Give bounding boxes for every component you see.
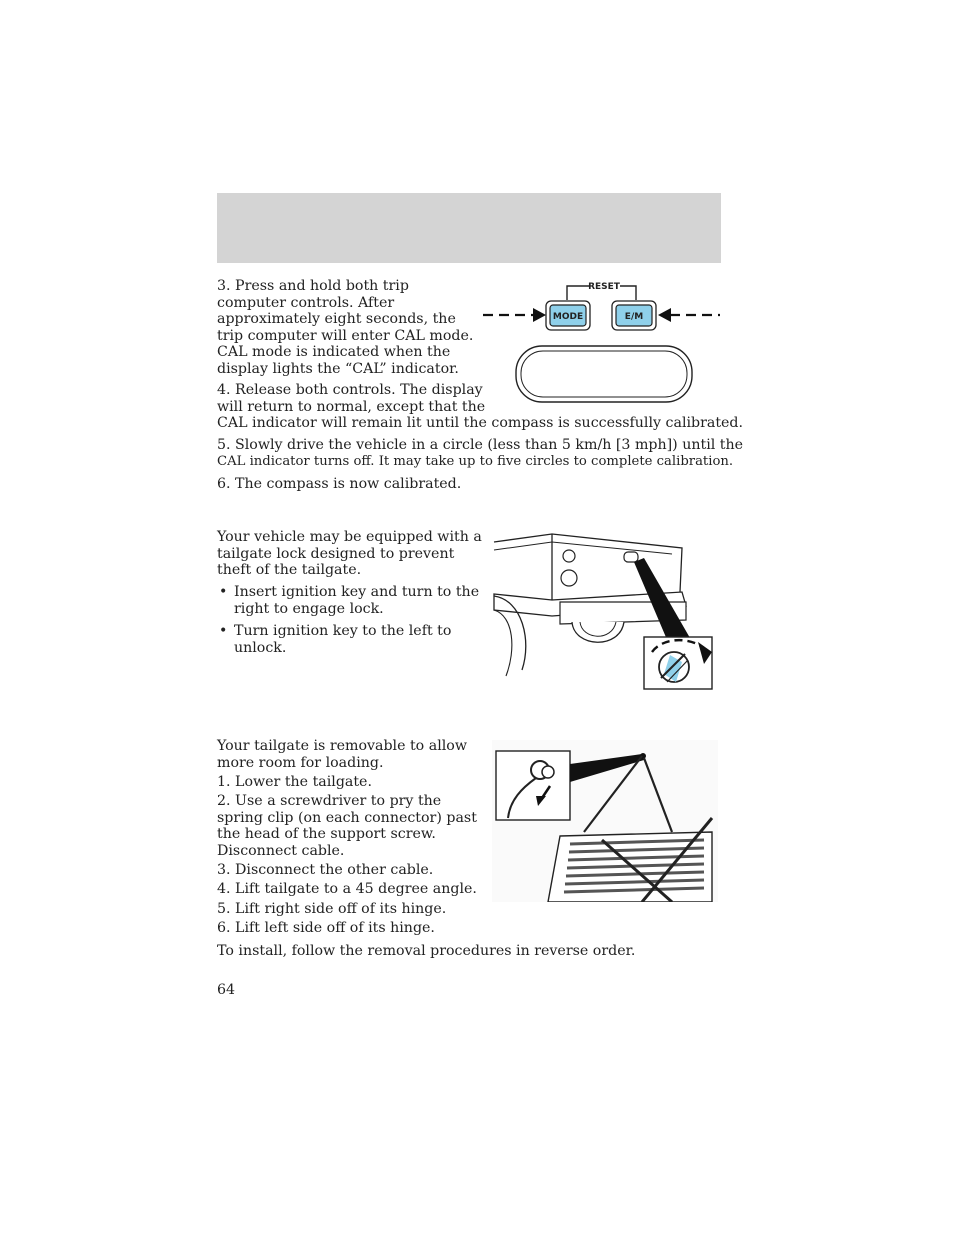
mirror-outline: [516, 346, 692, 402]
removal-step-2: 2. Use a screwdriver to pry the spring clip (on each connector) past the head of the support screw. Disconnect cable.: [217, 793, 477, 859]
step-6-text: 6. The compass is now calibrated.: [217, 476, 462, 492]
page-number: 64: [217, 982, 236, 998]
arrow-right-icon: [533, 308, 546, 322]
bullet-marker: •: [219, 584, 228, 600]
step-5-text: 5. Slowly drive the vehicle in a circle (less than 5 km/h [3 mph]) until the CAL indicator turns off. It may take up to five circles to complete calibration.: [217, 437, 744, 469]
section-header-band: [217, 193, 721, 263]
removal-step-5: 5. Lift right side off of its hinge.: [217, 901, 447, 917]
reset-label: RESET: [588, 282, 620, 292]
removal-step-1: 1. Lower the tailgate.: [217, 774, 372, 790]
bullet-marker: •: [219, 623, 228, 639]
removal-closing: To install, follow the removal procedures in reverse order.: [217, 943, 636, 959]
step-3-text: 3. Press and hold both trip computer controls. After approximately eight seconds, the trip computer will enter CAL mode. CAL mode is indicated when the display lights the “CAL” indicator.: [217, 278, 474, 377]
arrow-left-icon: [658, 308, 671, 322]
tailgate-removal-intro: Your tailgate is removable to allow more room for loading.: [217, 738, 467, 771]
lock-bullet-2: Turn ignition key to the left to unlock.: [234, 623, 452, 656]
tailgate-lock-intro: Your vehicle may be equipped with a tailgate lock designed to prevent theft of the tailgate.: [217, 529, 482, 579]
lock-bullet-1: Insert ignition key and turn to the right to engage lock.: [234, 584, 480, 617]
em-label: E/M: [624, 312, 644, 322]
removal-step-4: 4. Lift tailgate to a 45 degree angle.: [217, 881, 477, 897]
step-4-text: 4. Release both controls. The display will return to normal, except that the CAL indicator will remain lit until the compass is successfully calibrated.: [217, 382, 744, 432]
removal-step-6: 6. Lift left side off of its hinge.: [217, 920, 435, 936]
tailgate-lock-figure: [492, 530, 718, 692]
mode-label: MODE: [552, 312, 584, 322]
tailgate-removal-figure: [492, 740, 718, 902]
trip-computer-controls-figure: [480, 276, 724, 406]
removal-step-3: 3. Disconnect the other cable.: [217, 862, 434, 878]
